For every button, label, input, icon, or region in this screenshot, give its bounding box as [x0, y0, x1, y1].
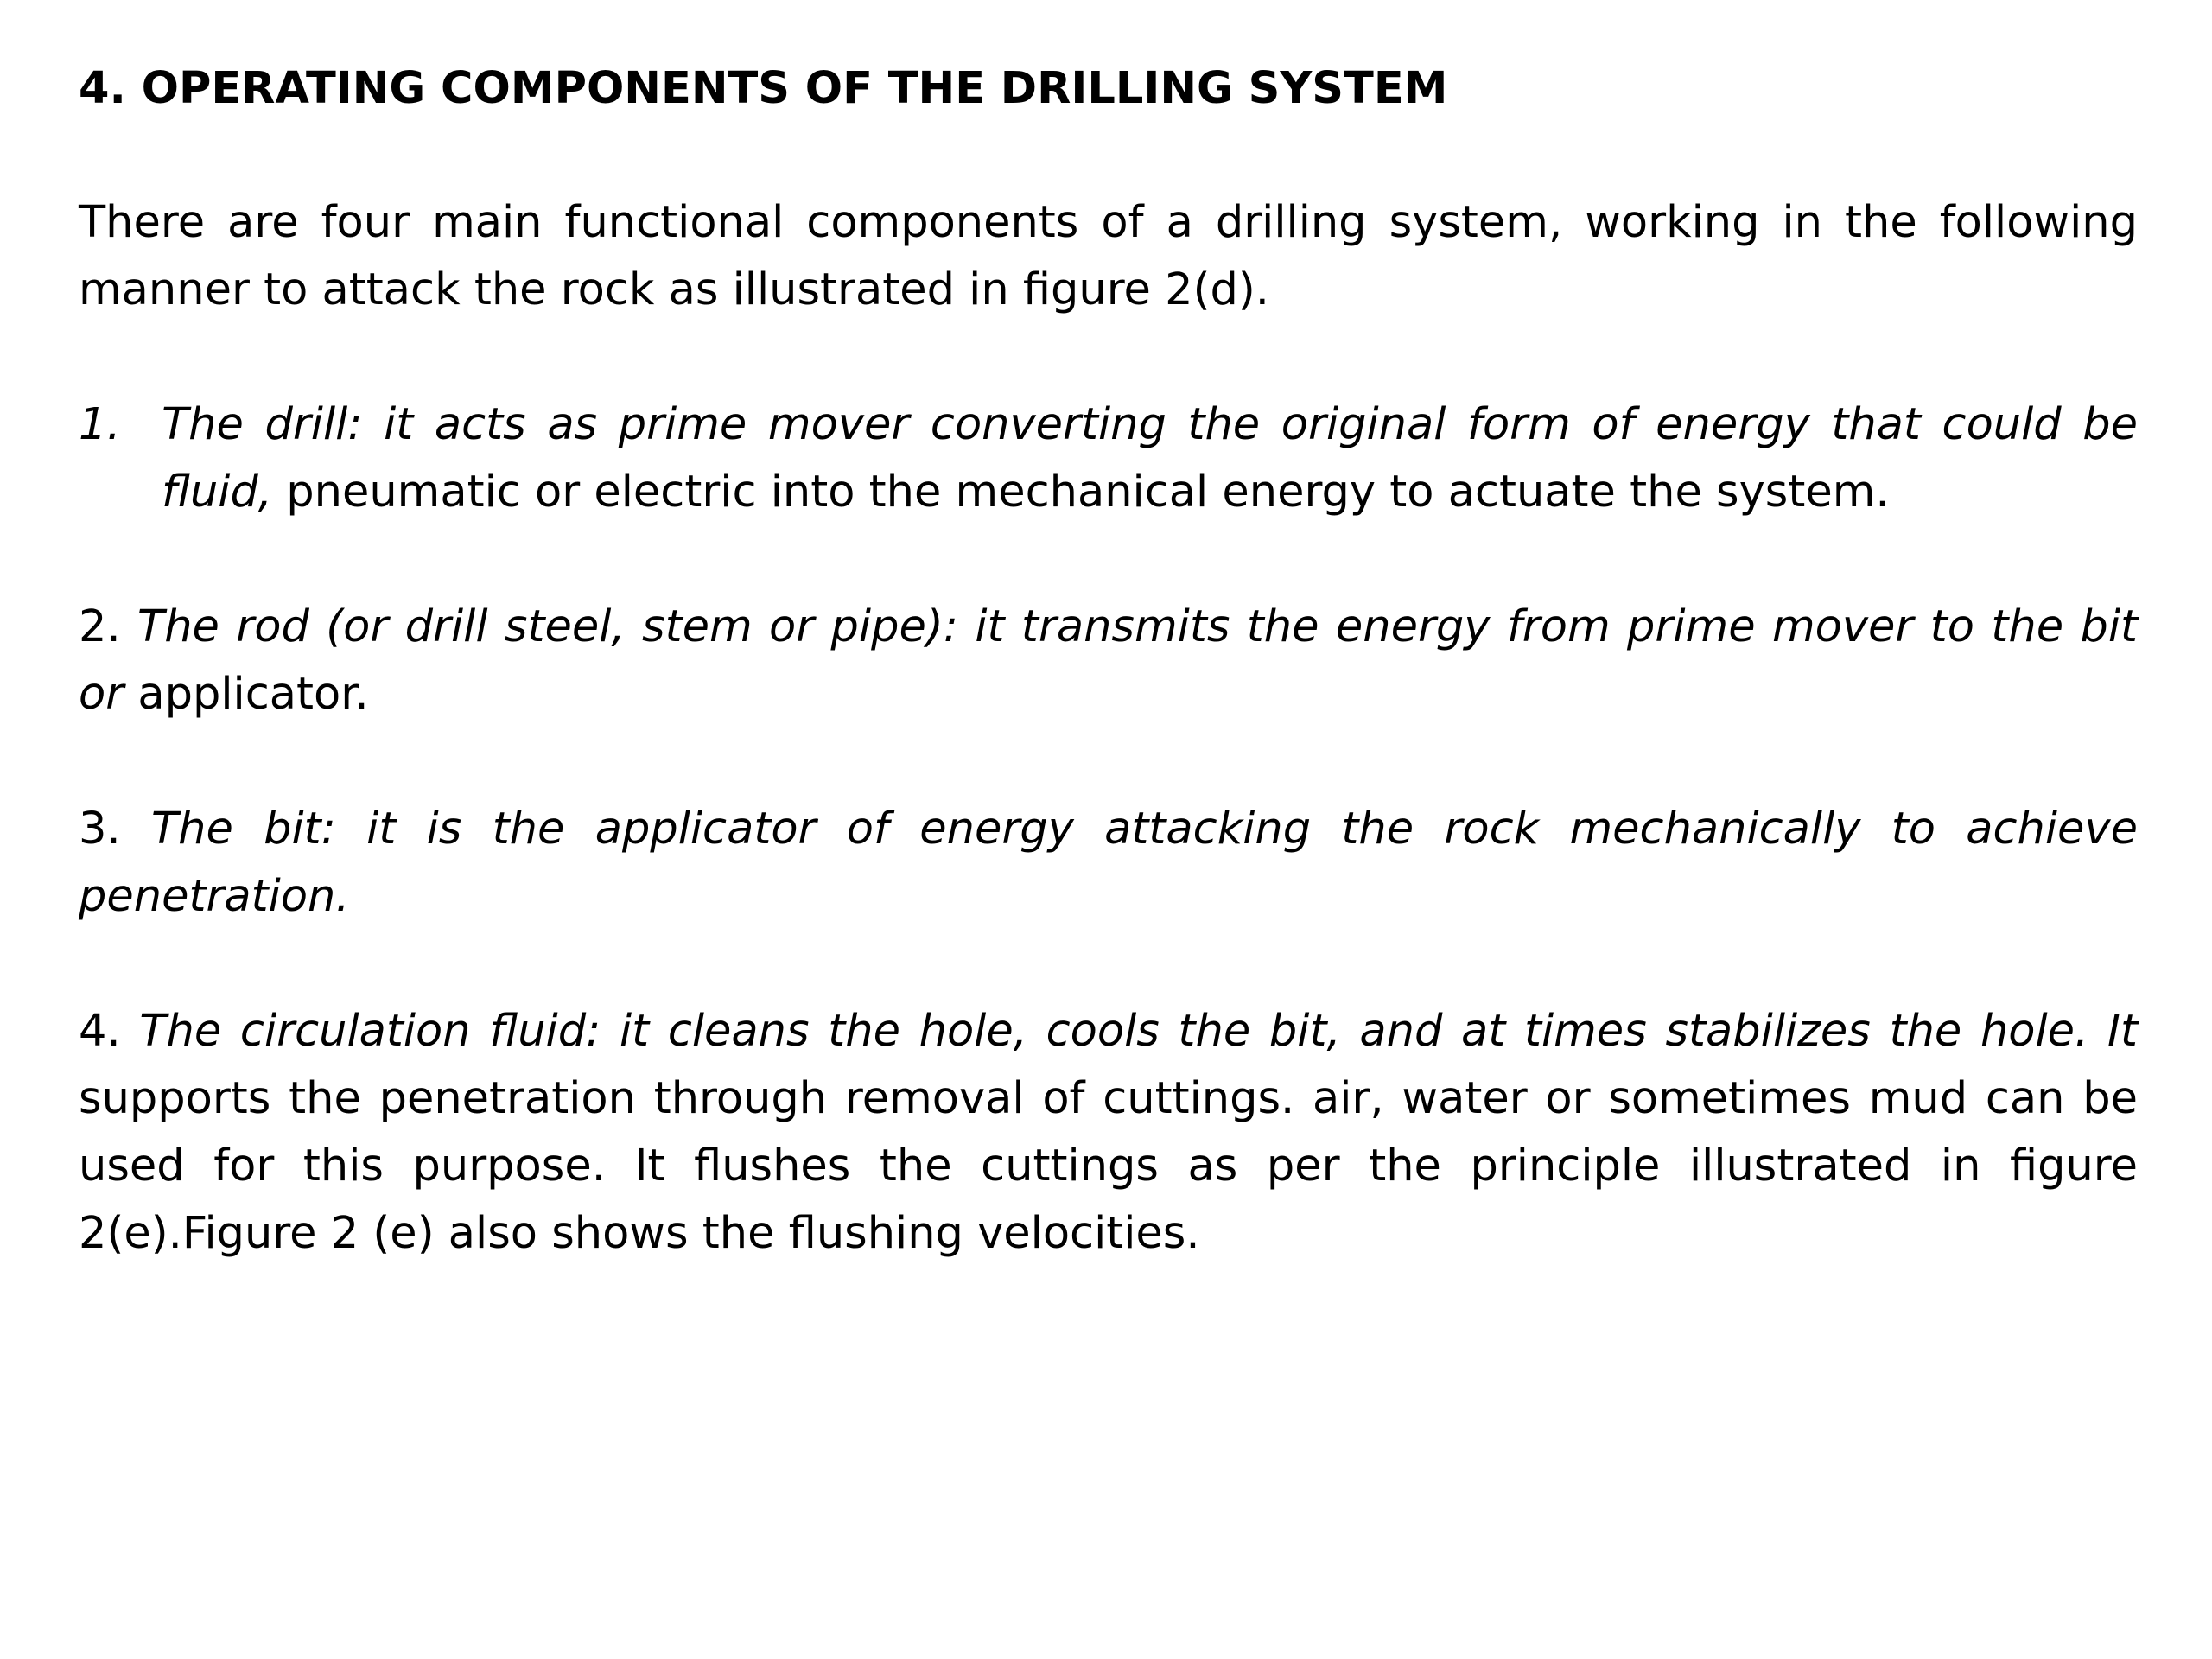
document-content — [79, 55, 2138, 1335]
list-item-bit — [79, 796, 2138, 931]
list-item-circulation-fluid — [79, 998, 2138, 1268]
section-heading: 4. OPERATING COMPONENTS OF THE DRILLING SYSTEM — [79, 63, 1448, 114]
list-item-italic-text: The bit: it is the applicator of energy attacking the rock mechanically to achieve penetration. — [79, 804, 2138, 922]
list-item-rod — [79, 594, 2138, 728]
list-item-plain-text: applicator. — [124, 669, 369, 720]
intro-paragraph: There are four main functional components of a drilling system, working in the following manner to attack the rock as illustrated in figure 2(d). — [79, 197, 2138, 315]
list-item-number: 1. — [79, 399, 121, 450]
list-item-italic-text: The drill: it acts as prime mover converting the original form of energy that could be fluid, — [162, 399, 2138, 518]
list-item-number: 2. — [79, 601, 121, 652]
list-item-plain-text: pneumatic or electric into the mechanical energy to actuate the system. — [272, 467, 1890, 518]
list-item-number: 4. — [79, 1006, 121, 1057]
list-item-number: 3. — [79, 804, 121, 855]
list-item-body — [162, 391, 2138, 526]
list-item-italic-text: The circulation fluid: it cleans the hole, cools the bit, and at times stabilizes the hole. It — [120, 1006, 2138, 1057]
list-item-italic-text: The rod (or drill steel, stem or pipe): it transmits the energy from prime mover to the bit or — [79, 601, 2138, 720]
list-item-drill — [79, 391, 2138, 526]
list-item-plain-text: supports the penetration through removal of cuttings. air, water or sometimes mud can be used for this purpose. It flushes the cuttings as per the principle illustrated in figure 2(e).Figure 2 (e) also shows the flushing velocities. — [79, 1073, 2138, 1259]
